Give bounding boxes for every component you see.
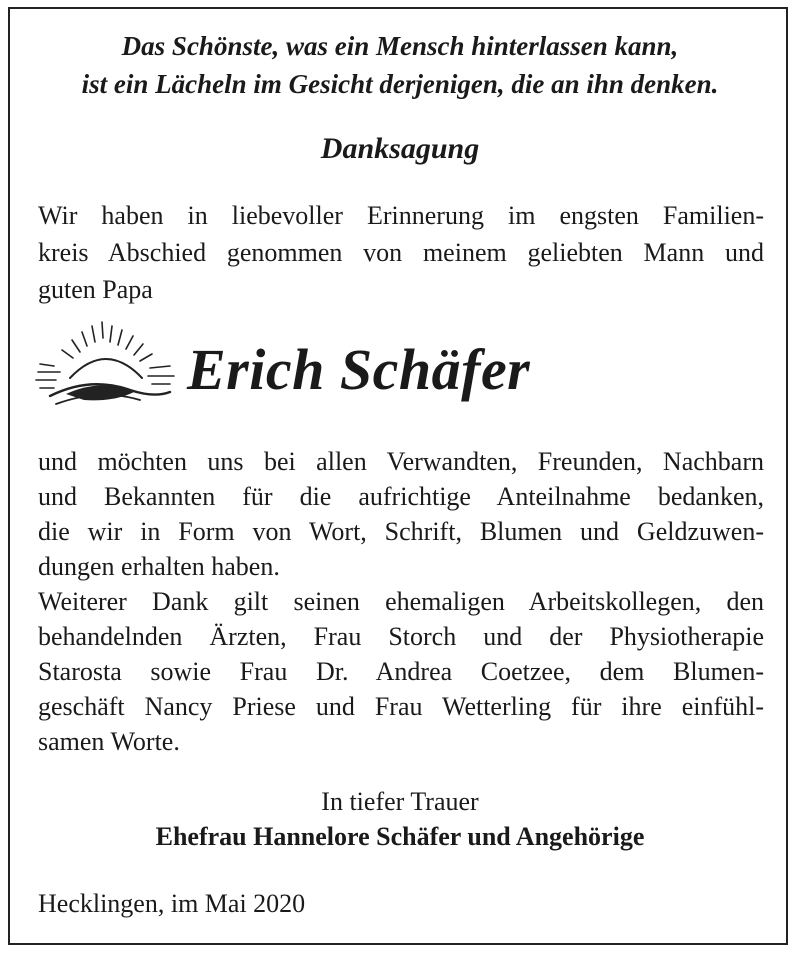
body-line: Weiterer Dank gilt seinen ehemaligen Arbeitskollegen, den [38, 587, 764, 616]
body-line: und Bekannten für die aufrichtige Anteilnahme bedanken, [38, 482, 764, 511]
intro-line: kreis Abschied genommen von meinem geliebten Mann und [38, 238, 764, 267]
mourning-line: In tiefer Trauer [321, 787, 479, 816]
sunset-icon [30, 318, 180, 413]
place-date: Hecklingen, im Mai 2020 [38, 889, 306, 918]
body-line: samen Worte. [38, 727, 180, 756]
body-line: dungen erhalten haben. [38, 552, 280, 581]
body-line: und möchten uns bei allen Verwandten, Freunden, Nachbarn [38, 447, 764, 476]
signature-line: Ehefrau Hannelore Schäfer und Angehörige [155, 822, 645, 851]
body-line: die wir in Form von Wort, Schrift, Blumen und Geldzuwen- [38, 517, 764, 546]
body-line: behandelnden Ärzten, Frau Storch und der Physiotherapie [38, 622, 764, 651]
motto-line-1: Das Schönste, was ein Mensch hinterlassen kann, [121, 31, 679, 61]
heading-danksagung: Danksagung [320, 132, 480, 165]
intro-line: guten Papa [38, 275, 153, 304]
body-line: geschäft Nancy Priese und Frau Wetterling für ihre einfühl- [38, 692, 764, 721]
motto-line-2: ist ein Lächeln im Gesicht derjenigen, die an ihn denken. [81, 69, 719, 99]
intro-line: Wir haben in liebevoller Erinnerung im engsten Familien- [38, 201, 764, 230]
body-line: Starosta sowie Frau Dr. Andrea Coetzee, dem Blumen- [38, 657, 764, 686]
deceased-name: Erich Schäfer [187, 337, 531, 402]
